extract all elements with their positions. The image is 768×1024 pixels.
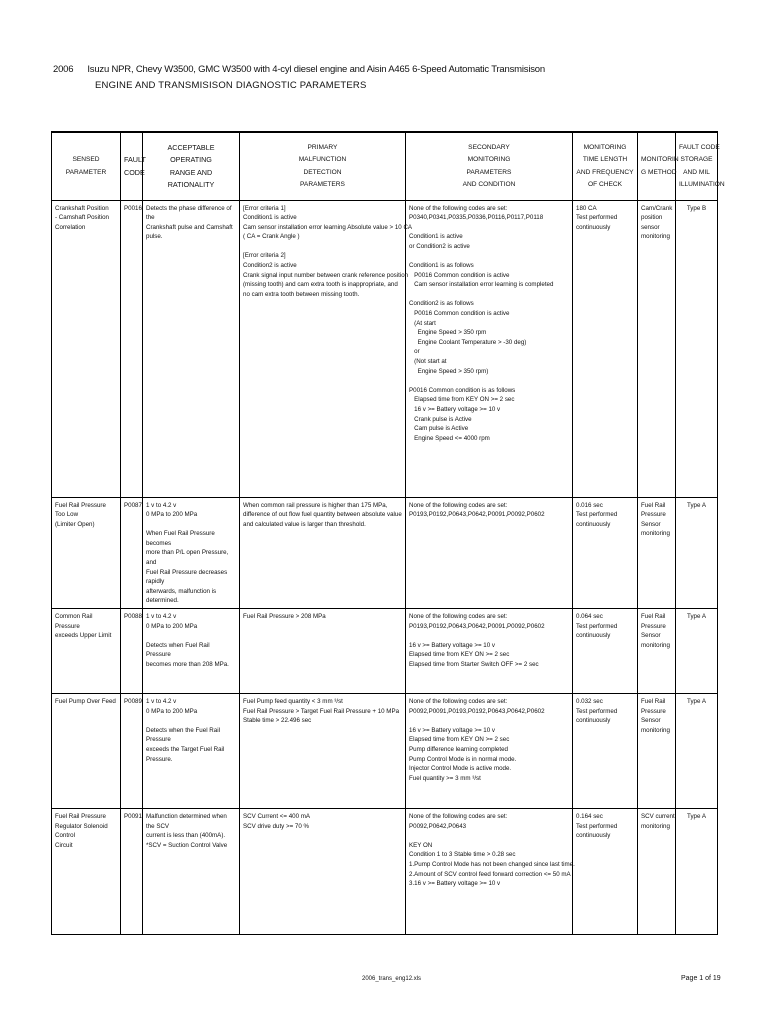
cell-line: (missing tooth) and cam extra tooth is inappropriate, and (243, 281, 398, 289)
cell-line: Cam sensor installation error learning is completed (409, 281, 554, 289)
header-line: AND CONDITION (462, 181, 516, 189)
cell-fault-code-storage (676, 809, 718, 935)
header-line: AND FREQUENCY (576, 168, 634, 176)
header-line: SENSED (72, 156, 100, 164)
title-vehicle: Isuzu NPR, Chevy W3500, GMC W3500 with 4-cyl diesel engine and Aisin A465 6-Speed Automatic Transmisison (87, 64, 545, 75)
cell-value: P0089 (124, 698, 142, 706)
cell-line: P0016 Common condition is active (409, 310, 510, 318)
cell-secondary-monitoring (406, 694, 573, 809)
cell-line: Pressure (641, 622, 666, 630)
cell-line: Fuel Rail Pressure > Target Fuel Rail Pressure + 10 MPa (243, 707, 400, 715)
header-line: CODE (124, 167, 145, 177)
header-line: AND MIL (683, 168, 710, 176)
cell-line: *SCV = Suction Control Valve (146, 841, 228, 849)
header-line: RATIONALITY (167, 180, 215, 190)
cell-value: Type B (686, 204, 707, 212)
cell-line: Regulator Solenoid Control (55, 822, 110, 840)
cell-line: Common Rail Pressure (55, 613, 95, 630)
cell-line: Pressure (641, 707, 666, 715)
cell-sensed-parameter (52, 809, 121, 935)
cell-line: Test performed (576, 707, 618, 715)
header-line: ACCEPTABLE (167, 142, 215, 152)
cell-line: Fuel Rail Pressure (55, 813, 106, 821)
document-title (53, 64, 545, 75)
header-line: FAULT (124, 155, 146, 165)
cell-line (409, 831, 569, 841)
cell-monitoring-time (573, 497, 638, 609)
cell-line: Detects when the Fuel Rail Pressure (146, 726, 222, 744)
cell-sensed-parameter (52, 609, 121, 694)
cell-line: 0.064 sec (576, 613, 603, 621)
cell-line: monitoring (641, 822, 670, 830)
cell-line: [Error criteria 1] (243, 204, 286, 212)
cell-fault-code (121, 497, 143, 609)
cell-line: Malfunction determined when the SCV (146, 813, 229, 830)
cell-line: Condition2 is active (243, 262, 297, 270)
cell-sensed-parameter (52, 200, 121, 497)
cell-line: exceeds the Target Fuel Rail Pressure. (146, 746, 227, 763)
header-line: SECONDARY (468, 143, 510, 151)
col-monitoring-time-header (573, 132, 638, 200)
cell-line: Elapsed time from KEY ON >= 2 sec (409, 651, 510, 659)
cell-line: 2.Amount of SCV control feed forward correction <= 50 mA (409, 870, 571, 878)
cell-line: continuously (576, 832, 611, 840)
cell-line: P0193,P0192,P0643,P0642,P0091,P0092,P0602 (409, 622, 545, 630)
cell-line: Condition1 is active (409, 233, 463, 241)
cell-value: Type A (687, 813, 706, 821)
cell-line: 1 v to 4.2 v (146, 613, 177, 621)
cell-monitoring-method (638, 497, 676, 609)
cell-line: 0 MPa to 200 MPa (146, 511, 198, 519)
cell-fault-code-storage (676, 609, 718, 694)
cell-line: Engine Speed > 350 rpm (409, 329, 487, 337)
cell-line: Engine Coolant Temperature > -30 deg) (409, 338, 527, 346)
cell-line: P0016 Common condition is as follows (409, 386, 516, 394)
cell-line: None of the following codes are set: (409, 613, 508, 621)
cell-line: KEY ON (409, 841, 433, 849)
cell-line: Elapsed time from KEY ON >= 2 sec (409, 396, 515, 404)
header-line: MONITORING (583, 143, 627, 151)
cell-sensed-parameter (52, 694, 121, 809)
col-sensed-parameter-header (52, 132, 121, 200)
cell-value: Type A (687, 698, 706, 706)
cell-value: Type A (687, 613, 706, 621)
cell-line: no cam extra tooth between missing tooth. (243, 290, 360, 298)
cell-secondary-monitoring (406, 809, 573, 935)
cell-fault-code (121, 694, 143, 809)
cell-line: monitoring (641, 641, 670, 649)
cell-line (409, 716, 569, 726)
cell-line: Condition1 is active (243, 214, 297, 222)
cell-line: Fuel Rail Pressure decreases rapidly (146, 568, 229, 586)
cell-line: SCV Current <= 400 mA (243, 813, 311, 821)
cell-line: When Fuel Rail Pressure becomes (146, 530, 217, 547)
cell-line (243, 242, 402, 252)
cell-line: Fuel Rail (641, 613, 666, 621)
cell-acceptable-range (143, 497, 240, 609)
header-line: ILLUMINATION (679, 181, 725, 189)
cell-line: P0193,P0192,P0643,P0642,P0091,P0092,P0602 (409, 511, 545, 519)
cell-line: difference of out flow fuel quantity between absolute value (243, 511, 402, 519)
cell-fault-code (121, 609, 143, 694)
cell-line: (At start (409, 319, 436, 327)
cell-value: P0088 (124, 613, 142, 621)
cell-line: - Camshaft Position (55, 214, 109, 222)
cell-line: Stable time > 22.496 sec (243, 717, 312, 725)
cell-line: (Limiter Open) (55, 520, 95, 528)
header-line: PARAMETERS (466, 168, 512, 176)
cell-line: Fuel Pump Over Feed (55, 698, 116, 706)
cell-line: Cam/Crank (641, 204, 673, 212)
cell-monitoring-time (573, 809, 638, 935)
cell-line: P0092,P0091,P0193,P0192,P0643,P0642,P0602 (409, 707, 545, 715)
table-row (52, 497, 718, 609)
cell-line: and calculated value is larger than threshold. (243, 520, 366, 528)
header-line: OF CHECK (587, 181, 623, 189)
cell-fault-code-storage (676, 694, 718, 809)
cell-line: None of the following codes are set: (409, 698, 508, 706)
cell-line (409, 223, 569, 233)
cell-fault-code-storage (676, 497, 718, 609)
cell-line: Injector Control Mode is active mode. (409, 765, 512, 773)
cell-line: Fuel Rail (641, 501, 666, 509)
cell-value: Type A (687, 501, 706, 509)
cell-acceptable-range (143, 200, 240, 497)
cell-line: (Not start at (409, 358, 447, 365)
cell-line: monitoring (641, 233, 670, 241)
cell-line: Crank signal input number between crank reference position (243, 271, 409, 279)
footer-page-number: Page 1 of 19 (681, 975, 721, 982)
cell-line: Fuel Rail (641, 698, 666, 706)
cell-primary-detection (240, 497, 406, 609)
cell-line: afterwards, malfunction is determined. (146, 587, 218, 605)
cell-line: Fuel Rail Pressure Too Low (55, 501, 108, 519)
cell-line: P0340,P0341,P0335,P0336,P0116,P0117,P0118 (409, 214, 544, 222)
title-year: 2006 (53, 64, 74, 75)
cell-line (146, 716, 236, 726)
table-row (52, 609, 718, 694)
cell-line: Test performed (576, 622, 618, 630)
cell-line: Condition 1 to 3 Stable time > 0.28 sec (409, 851, 516, 859)
cell-line: exceeds Upper Limit (55, 632, 112, 640)
col-fault-code-header (121, 132, 146, 200)
cell-line (409, 631, 569, 641)
cell-monitoring-method (638, 609, 676, 694)
header-line: PRIMARY (307, 143, 338, 151)
cell-line: 16 v >= Battery voltage >= 10 v (409, 726, 495, 734)
cell-line: Fuel Rail Pressure > 208 MPa (243, 613, 326, 621)
cell-line: Detects when Fuel Rail Pressure (146, 641, 212, 659)
cell-acceptable-range (143, 809, 240, 935)
cell-line: 16 v >= Battery voltage >= 10 v (409, 641, 495, 649)
cell-fault-code-storage (676, 200, 718, 497)
header-line: TIME LENGTH (582, 156, 628, 164)
cell-line: Pressure (641, 511, 666, 519)
cell-line: Elapsed time from KEY ON >= 2 sec (409, 736, 510, 744)
col-monitoring-method-header (638, 132, 679, 200)
cell-monitoring-method (638, 200, 676, 497)
table-row (52, 200, 718, 497)
col-secondary-monitoring-header (406, 132, 573, 200)
cell-line (146, 631, 236, 641)
header-line: RANGE AND (169, 167, 213, 177)
col-primary-detection-header (240, 132, 406, 200)
cell-line: Engine Speed > 350 rpm) (409, 367, 489, 375)
cell-line: becomes more than 208 MPa. (146, 661, 229, 668)
cell-line: continuously (576, 717, 611, 725)
cell-line: Test performed (576, 214, 618, 222)
cell-line: 0.032 sec (576, 698, 603, 706)
cell-monitoring-time (573, 200, 638, 497)
cell-line: 0 MPa to 200 MPa (146, 707, 198, 715)
header-line: STORAGE (680, 156, 713, 164)
cell-fault-code (121, 200, 143, 497)
cell-line: Sensor (641, 717, 661, 725)
cell-line: Condition1 is as follows (409, 262, 474, 270)
header-line: DETECTION (303, 168, 342, 176)
header-line: G METHOD (641, 168, 677, 176)
cell-line: Cam sensor installation error learning Absolute value > 10 CA (243, 223, 413, 231)
table-header-row (52, 132, 718, 200)
cell-line: 1 v to 4.2 v (146, 501, 177, 509)
cell-line (409, 376, 569, 386)
cell-line: Fuel quantity >= 3 mm ³/st (409, 774, 481, 782)
cell-primary-detection (240, 609, 406, 694)
table-row (52, 694, 718, 809)
cell-line: continuously (576, 223, 611, 231)
cell-line: Pump Control Mode is in normal mode. (409, 755, 517, 763)
cell-line: Crankshaft pulse and Camshaft pulse. (146, 223, 235, 241)
cell-line: 180 CA (576, 204, 597, 212)
cell-value: P0087 (124, 501, 142, 509)
cell-line: 1 v to 4.2 v (146, 698, 177, 706)
cell-secondary-monitoring (406, 200, 573, 497)
cell-line: continuously (576, 632, 611, 640)
cell-monitoring-time (573, 609, 638, 694)
cell-value: P0016 (124, 204, 142, 212)
cell-line: Sensor (641, 520, 661, 528)
header-line: FAULT CODE (679, 143, 720, 151)
cell-line: When common rail pressure is higher than 175 MPa, (243, 501, 388, 509)
cell-secondary-monitoring (406, 497, 573, 609)
cell-line: Sensor (641, 632, 661, 640)
cell-line: position (641, 214, 663, 222)
cell-line: Correlation (55, 223, 86, 231)
cell-line: Crank pulse is Active (409, 415, 472, 423)
cell-line: None of the following codes are set: (409, 204, 508, 212)
cell-line: 16 v >= Battery voltage >= 10 v (409, 405, 501, 413)
cell-line: Circuit (55, 841, 73, 849)
header-line: MONITORIN (641, 156, 679, 164)
cell-acceptable-range (143, 694, 240, 809)
cell-line: [Error criteria 2] (243, 252, 286, 260)
cell-value: P0091 (124, 813, 142, 821)
header-line: PARAMETER (65, 168, 107, 176)
cell-line: current is less than (400mA). (146, 832, 226, 840)
cell-secondary-monitoring (406, 609, 573, 694)
cell-line: 3.16 v >= Battery voltage >= 10 v (409, 880, 501, 888)
cell-line (409, 251, 569, 261)
cell-acceptable-range (143, 609, 240, 694)
cell-line: P0092,P0642,P0643 (409, 822, 467, 830)
cell-line: Pump difference learning completed (409, 746, 508, 753)
cell-line: or Condition2 is active (409, 242, 470, 250)
cell-primary-detection (240, 200, 413, 497)
cell-line: 0 MPa to 200 MPa (146, 622, 198, 630)
cell-line: ( CA = Crank Angle ) (243, 233, 300, 241)
cell-line: sensor (641, 223, 660, 231)
cell-line: Fuel Pump feed quantity < 3 mm ³/st (243, 698, 343, 706)
cell-line: Engine Speed <= 4000 rpm (409, 434, 490, 442)
footer-filename: 2006_trans_eng12.xls (362, 976, 422, 982)
header-line: MONITORING (467, 156, 511, 164)
cell-line: or (409, 348, 420, 356)
cell-line: Condition2 is as follows (409, 300, 474, 308)
cell-primary-detection (240, 694, 406, 809)
cell-monitoring-method (638, 809, 676, 935)
cell-line: Detects the phase difference of the (146, 204, 234, 222)
cell-monitoring-time (573, 694, 638, 809)
cell-fault-code (121, 809, 143, 935)
cell-line: 0.164 sec (576, 813, 603, 821)
cell-line: SCV current (641, 813, 675, 821)
cell-line (409, 290, 569, 300)
header-line: OPERATING (170, 155, 212, 165)
cell-line: 0.016 sec (576, 501, 603, 509)
cell-line: 1.Pump Control Mode has not been changed since last time. (409, 861, 575, 868)
cell-line: SCV drive duty >= 70 % (243, 822, 310, 830)
cell-line: Crankshaft Position (55, 204, 109, 212)
cell-line: Test performed (576, 822, 618, 830)
cell-line: P0016 Common condition is active (409, 271, 510, 279)
header-line: PARAMETERS (300, 181, 345, 189)
cell-line: None of the following codes are set: (409, 501, 508, 509)
cell-line: continuously (576, 520, 611, 528)
cell-line: monitoring (641, 726, 670, 734)
cell-line: None of the following codes are set: (409, 813, 508, 821)
cell-sensed-parameter (52, 497, 121, 609)
cell-monitoring-method (638, 694, 676, 809)
col-fault-code-storage-header (676, 132, 725, 200)
table-row (52, 809, 718, 935)
cell-primary-detection (240, 809, 406, 935)
cell-line: monitoring (641, 530, 670, 538)
cell-line (146, 520, 236, 530)
cell-line: Cam pulse is Active (409, 425, 469, 433)
document-subtitle: ENGINE AND TRANSMISISON DIAGNOSTIC PARAMETERS (95, 80, 367, 91)
col-acceptable-range-header (143, 132, 240, 200)
cell-line: Test performed (576, 511, 618, 519)
cell-line: more than P/L open Pressure, and (146, 549, 231, 567)
cell-line: Elapsed time from Starter Switch OFF >= 2 sec (409, 661, 539, 668)
diagnostic-parameters-table (51, 131, 725, 935)
header-line: MALFUNCTION (298, 156, 347, 164)
